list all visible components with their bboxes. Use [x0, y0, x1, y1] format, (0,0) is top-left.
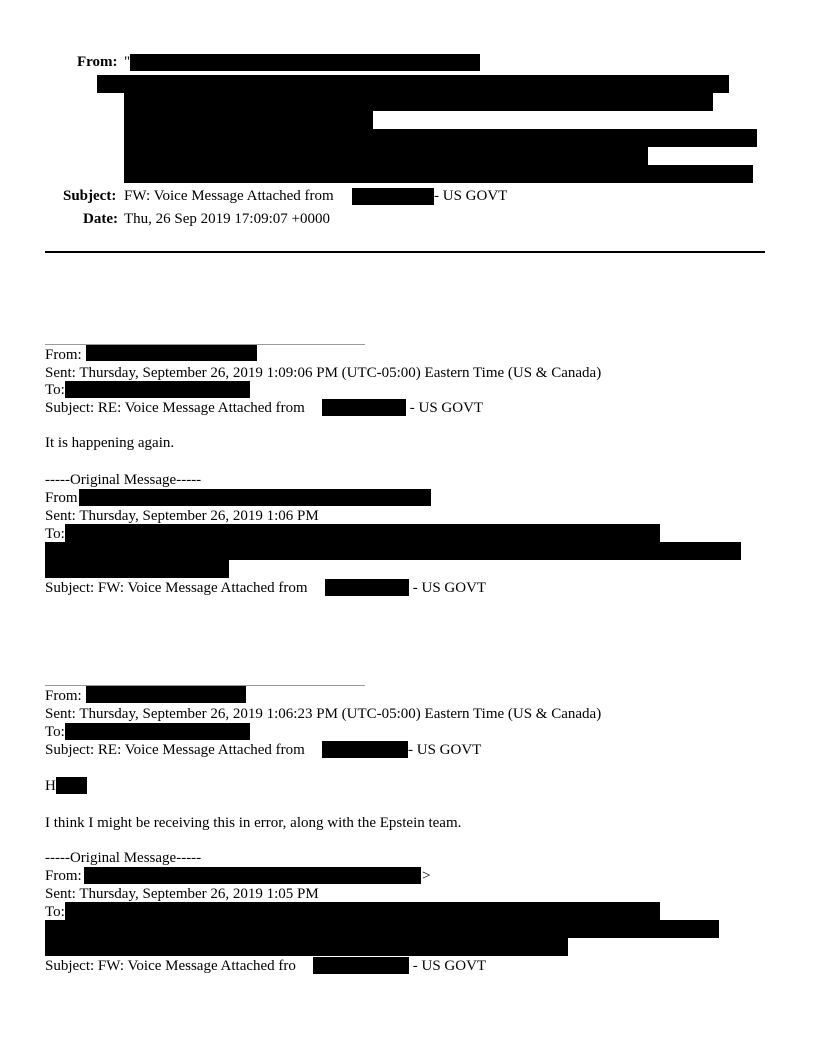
email2-orig-from-suffix: > [422, 868, 431, 884]
redaction-block [352, 188, 434, 205]
header-date-label: Date: [83, 211, 118, 227]
header-divider [45, 251, 765, 253]
email1-orig-to-label: To: [45, 526, 65, 542]
header-date-value: Thu, 26 Sep 2019 17:09:07 +0000 [124, 211, 330, 227]
redaction-block [65, 723, 250, 740]
redaction-block [313, 957, 409, 974]
email2-subject-before: Subject: RE: Voice Message Attached from [45, 742, 305, 758]
email2-orig-subject-after: - US GOVT [409, 958, 487, 974]
redaction-block [45, 560, 229, 578]
header-from-quote: " [124, 54, 131, 70]
header-from-label: From: [77, 54, 118, 70]
email1-from-label: From: [45, 347, 82, 363]
email1-orig-sent-line: Sent: Thursday, September 26, 2019 1:06 PM [45, 508, 319, 524]
redaction-block [86, 686, 246, 703]
redaction-block [130, 54, 480, 71]
redaction-block [45, 542, 741, 560]
redaction-block [56, 777, 87, 794]
header-subject-label: Subject: [63, 188, 117, 204]
redaction-block [45, 938, 568, 956]
redaction-block [124, 111, 373, 129]
redaction-block [79, 489, 431, 506]
redaction-block [124, 165, 753, 183]
email2-original-header: -----Original Message----- [45, 850, 202, 866]
redaction-block [84, 867, 421, 884]
email1-orig-subject-before: Subject: FW: Voice Message Attached from [45, 580, 308, 596]
email2-sent-line: Sent: Thursday, September 26, 2019 1:06:23 PM (UTC-05:00) Eastern Time (US & Canada) [45, 706, 602, 722]
email2-body: I think I might be receiving this in error, along with the Epstein team. [45, 815, 462, 831]
email2-from-label: From: [45, 688, 82, 704]
email2-subject-after: - US GOVT [408, 742, 482, 758]
email1-orig-subject-after: - US GOVT [409, 580, 487, 596]
email2-orig-subject-before: Subject: FW: Voice Message Attached fro [45, 958, 296, 974]
email1-orig-from-label: From [45, 490, 78, 506]
redaction-block [65, 902, 660, 920]
email1-subject-before: Subject: RE: Voice Message Attached from [45, 400, 305, 416]
email2-orig-from-label: From: [45, 868, 82, 884]
redaction-block [65, 524, 660, 542]
redaction-block [124, 93, 713, 111]
redaction-block [124, 129, 757, 147]
redaction-block [124, 147, 648, 165]
email1-sent-line: Sent: Thursday, September 26, 2019 1:09:06 PM (UTC-05:00) Eastern Time (US & Canada) [45, 365, 602, 381]
redaction-block [325, 579, 409, 596]
email2-orig-sent-line: Sent: Thursday, September 26, 2019 1:05 PM [45, 886, 319, 902]
email1-original-header: -----Original Message----- [45, 472, 202, 488]
email2-to-label: To: [45, 724, 65, 740]
email1-to-label: To: [45, 382, 65, 398]
email2-orig-to-label: To: [45, 904, 65, 920]
header-subject-after: - US GOVT [434, 188, 508, 204]
header-subject-before: FW: Voice Message Attached from [124, 188, 334, 204]
redaction-block [86, 345, 257, 361]
email2-greeting-prefix: H [45, 778, 56, 794]
redaction-block [45, 920, 719, 938]
redaction-block [322, 741, 408, 758]
redaction-block [97, 75, 729, 93]
redaction-block [65, 381, 250, 398]
email1-subject-after: - US GOVT [406, 400, 484, 416]
redaction-block [322, 399, 406, 416]
email1-body: It is happening again. [45, 435, 175, 451]
